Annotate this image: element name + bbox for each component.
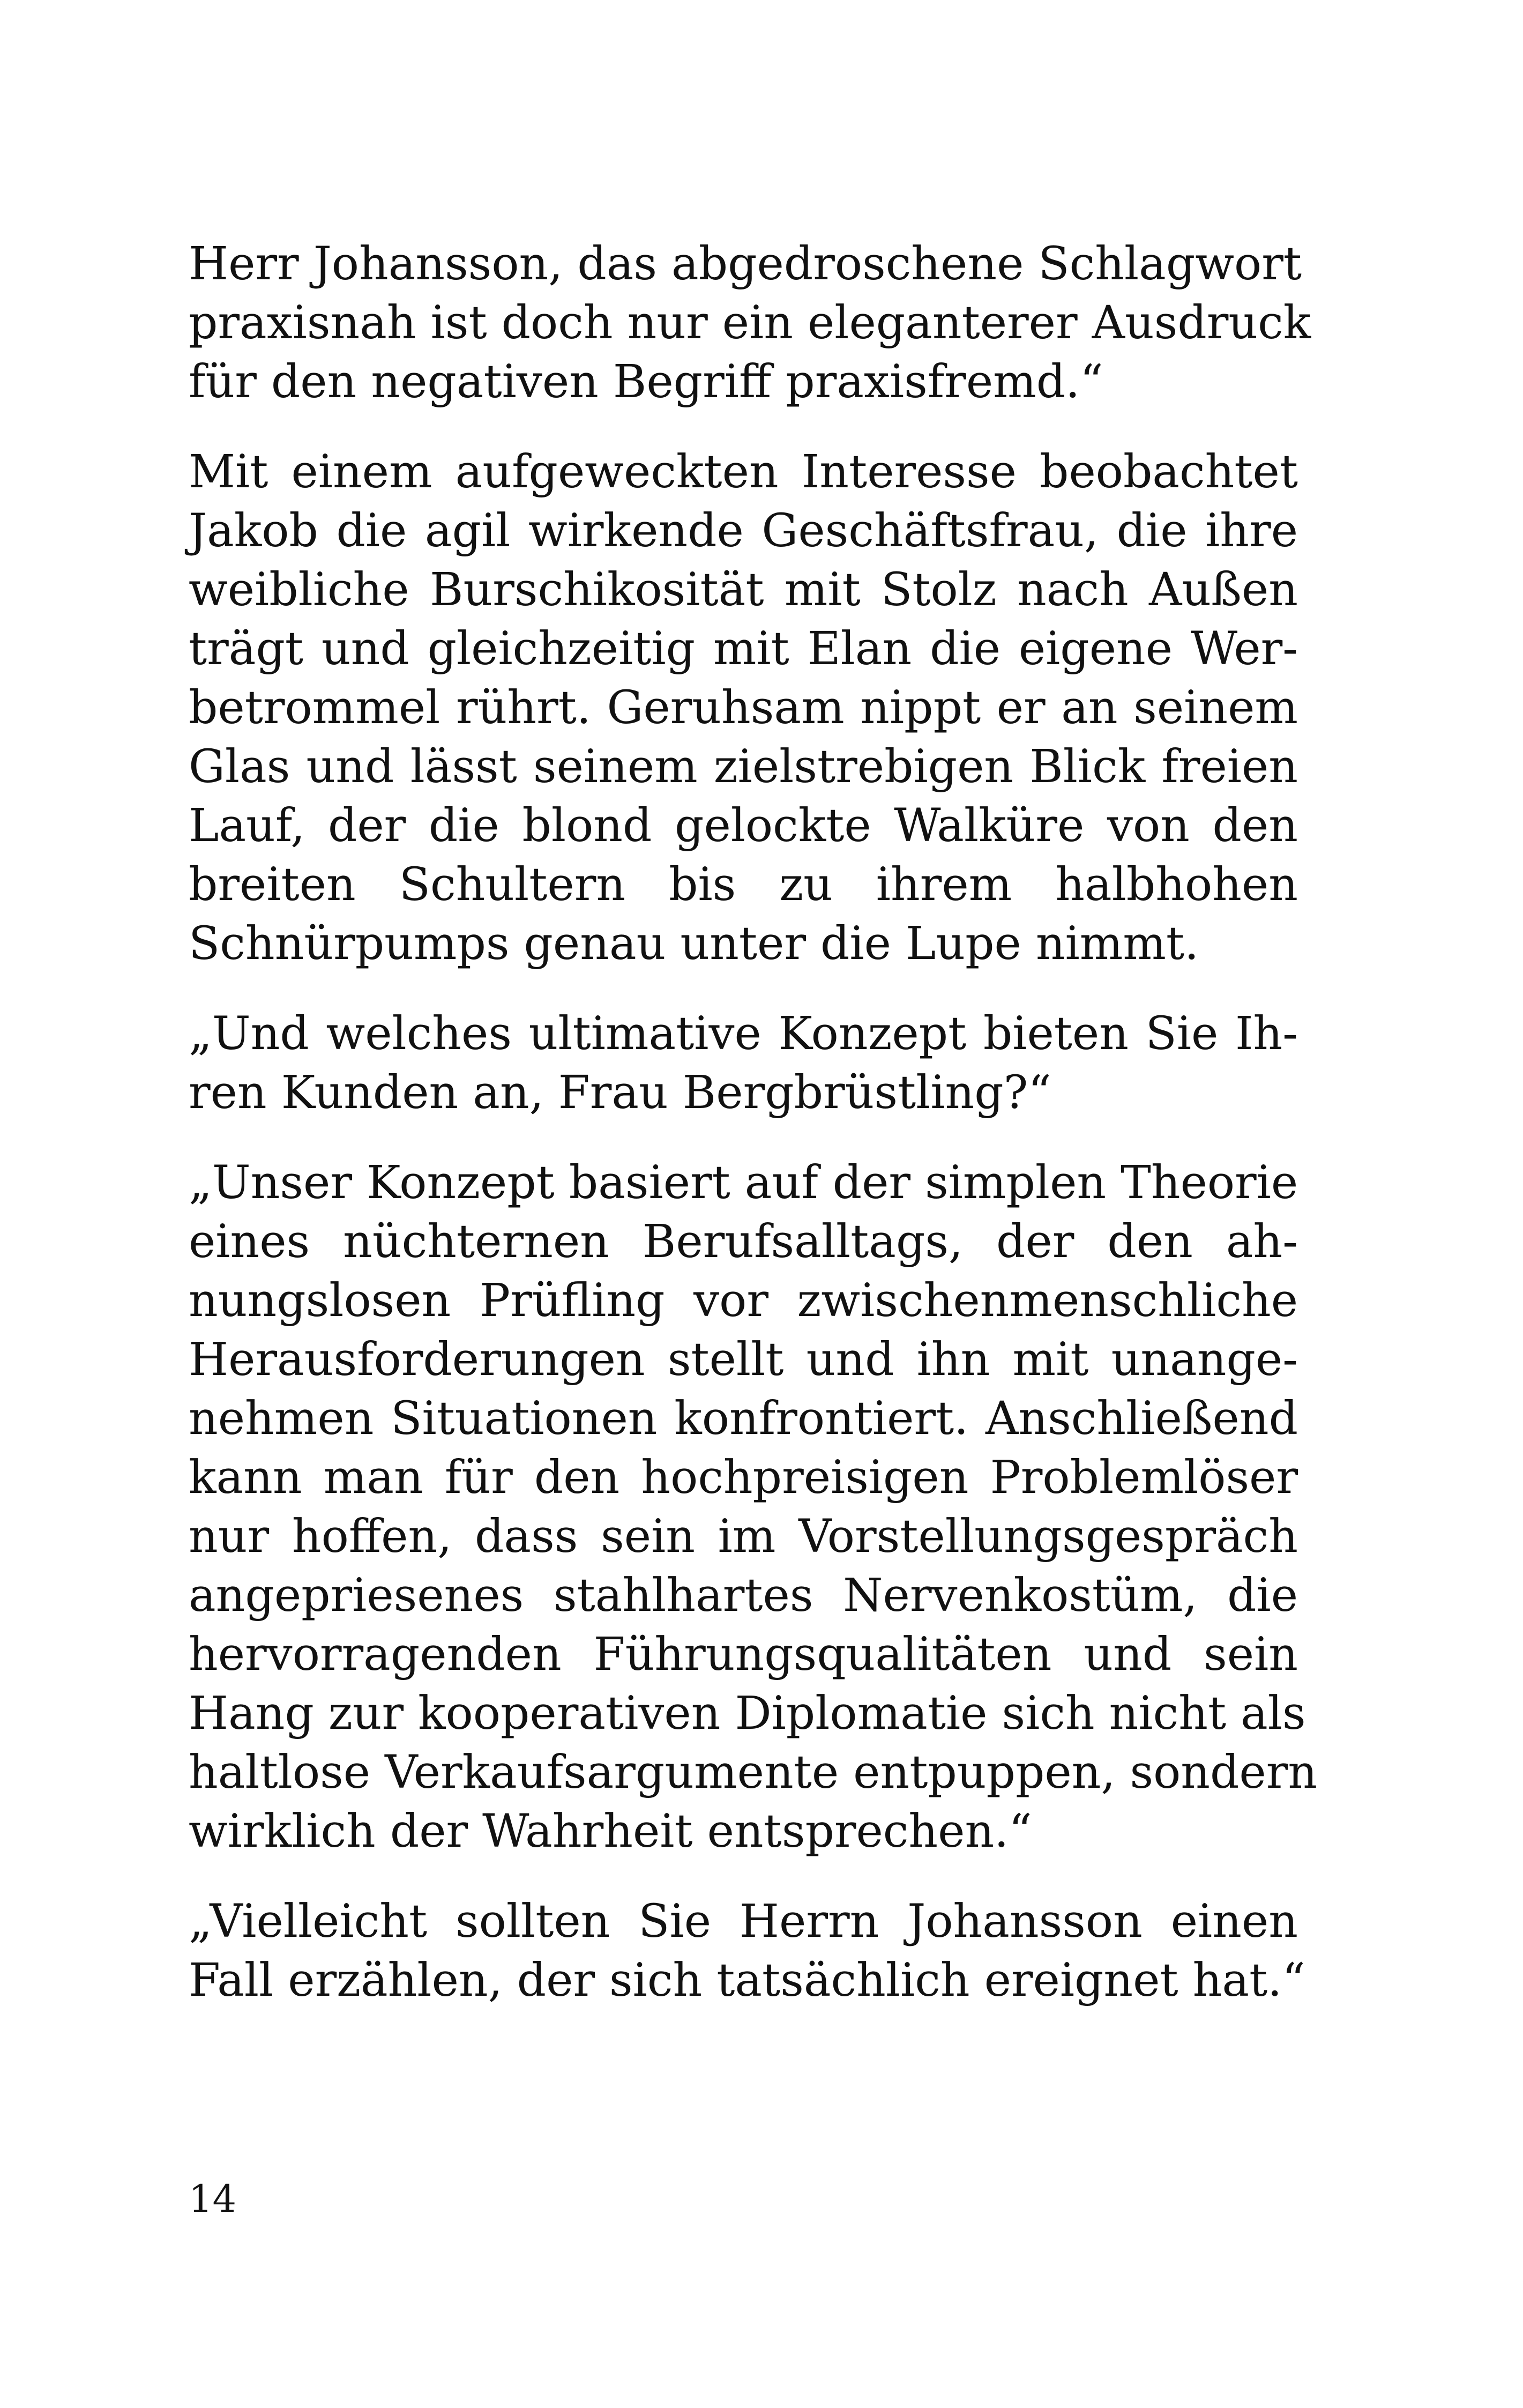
text-line: breiten Schultern bis zu ihrem halbhohen [189,858,1298,911]
text-line: wirklich der Wahrheit entsprechen.“ [189,1805,1032,1858]
text-line: angepriesenes stahlhartes Nervenkostüm, die [189,1569,1298,1622]
text-line: hervorragenden Führungsqualitäten und sein [189,1628,1298,1681]
text-line: nungslosen Prüfling vor zwischenmenschliche [189,1274,1298,1327]
paragraph-2 [189,443,1298,973]
text-line: Fall erzählen, der sich tatsächlich ereignet hat.“ [189,1954,1305,2007]
text-line: Hang zur kooperativen Diplomatie sich nicht als [189,1687,1306,1740]
text-line: „Und welches ultimative Konzept bieten Sie Ih- [189,1007,1298,1060]
text-line: eines nüchternen Berufsalltags, der den ah- [189,1215,1298,1268]
text-line: Herr Johansson, das abgedroschene Schlagwort [189,237,1302,291]
paragraph-3 [189,1005,1298,1123]
text-line: Herausforderungen stellt und ihn mit unange- [189,1333,1298,1386]
body-text [189,235,1318,2041]
page-number: 14 [189,2177,237,2221]
text-line: kann man für den hochpreisigen Problemlöser [189,1451,1298,1504]
text-line: Glas und lässt seinem zielstrebigen Blick freien [189,740,1298,793]
text-line: Lauf, der die blond gelockte Walküre von den [189,799,1298,852]
text-line: praxisnah ist doch nur ein eleganterer Ausdruck [189,296,1311,350]
paragraph-4 [189,1154,1318,1861]
text-line: weibliche Burschikosität mit Stolz nach Außen [189,563,1298,616]
text-line: ren Kunden an, Frau Bergbrüstling?“ [189,1066,1051,1119]
text-line: Jakob die agil wirkende Geschäftsfrau, die ihre [189,504,1298,558]
paragraph-1 [189,235,1311,412]
text-line: Mit einem aufgeweckten Interesse beobachtet [189,445,1298,499]
text-line: nur hoffen, dass sein im Vorstellungsgespräch [189,1510,1298,1563]
text-line: nehmen Situationen konfrontiert. Anschließend [189,1392,1298,1445]
text-line: Schnürpumps genau unter die Lupe nimmt. [189,917,1199,970]
text-line: betrommel rührt. Geruhsam nippt er an seinem [189,681,1298,734]
text-line: haltlose Verkaufsargumente entpuppen, sondern [189,1746,1318,1799]
text-line: „Vielleicht sollten Sie Herrn Johansson einen [189,1895,1298,1948]
text-line: für den negativen Begriff praxisfremd.“ [189,355,1103,408]
text-line: trägt und gleichzeitig mit Elan die eigene Wer- [189,622,1298,675]
paragraph-5 [189,1892,1305,2010]
text-line: „Unser Konzept basiert auf der simplen Theorie [189,1156,1298,1209]
